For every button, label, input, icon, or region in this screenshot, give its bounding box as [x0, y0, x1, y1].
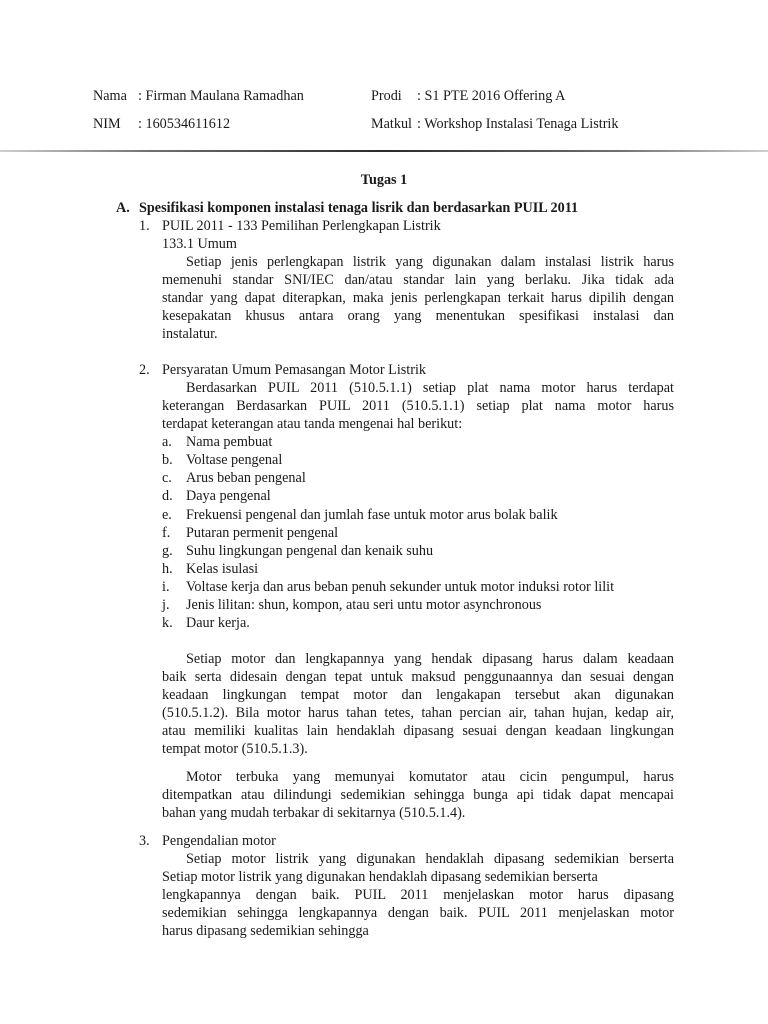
- item-2-intro-line: Berdasarkan PUIL 2011 (510.5.1.1) setiap plat nama motor harus terdapat: [186, 380, 674, 396]
- section-heading: Spesifikasi komponen instalasi tenaga lisrik dan berdasarkan PUIL 2011: [139, 200, 579, 216]
- list-item-letter: h.: [162, 561, 173, 577]
- item-2-para2-line: bahan yang mudah terbakar di sekitarnya (510.5.1.4).: [162, 805, 466, 821]
- item-1-subtitle: 133.1 Umum: [162, 236, 237, 252]
- list-item-letter: i.: [162, 579, 170, 595]
- item-2-title: Persyaratan Umum Pemasangan Motor Listrik: [162, 362, 426, 378]
- list-item-letter: c.: [162, 470, 172, 486]
- list-item-text: Putaran permenit pengenal: [186, 525, 339, 541]
- item-3-line: lengkapannya dengan baik. PUIL 2011 menjelaskan motor harus dipasang: [162, 887, 674, 903]
- item-1-line: kesepakatan khusus antara orang yang menentukan spesifikasi instalasi dan: [162, 308, 674, 324]
- item-1-line: instalatur.: [162, 326, 218, 342]
- list-item-letter: g.: [162, 543, 173, 559]
- item-3-line: sedemikian sehingga lengkapannya dengan baik. PUIL 2011 menjelaskan motor: [162, 905, 674, 921]
- item-1-title: PUIL 2011 - 133 Pemilihan Perlengkapan Listrik: [162, 218, 441, 234]
- list-item-letter: f.: [162, 525, 171, 541]
- list-item-letter: b.: [162, 452, 173, 468]
- list-item-text: Arus beban pengenal: [186, 470, 306, 486]
- list-item-text: Frekuensi pengenal dan jumlah fase untuk motor arus bolak balik: [186, 507, 558, 523]
- item-3-line: Setiap motor listrik yang digunakan hendaklah dipasang sedemikian berserta: [162, 869, 598, 885]
- item-2-para2-line: ditempatkan atau dilindungi sedemikian sehingga bunga api tidak dapat mencapai: [162, 787, 674, 803]
- item-3-line: Setiap motor listrik yang digunakan hendaklah dipasang sedemikian berserta: [186, 851, 674, 867]
- list-item-text: Voltase pengenal: [186, 452, 283, 468]
- item-1-line: standar yang dapat diterapkan, maka jenis perlengkapan terkait harus dipilih dengan: [162, 290, 674, 306]
- item-1-number: 1.: [139, 218, 150, 234]
- item-3-line: harus dipasang sedemikian sehingga: [162, 923, 369, 939]
- matkul-label: Matkul: [371, 116, 412, 132]
- item-1-line: Setiap jenis perlengkapan listrik yang digunakan dalam instalasi listrik harus: [186, 254, 674, 270]
- item-2-para1-line: baik serta didesain dengan tepat untuk maksud penggunaannya dan sesuai dengan: [162, 669, 674, 685]
- header-divider: [0, 150, 768, 152]
- matkul-value: : Workshop Instalasi Tenaga Listrik: [417, 116, 619, 132]
- section-marker: A.: [116, 200, 130, 216]
- nim-value: : 160534611612: [138, 116, 231, 132]
- list-item-letter: e.: [162, 507, 172, 523]
- list-item-text: Daur kerja.: [186, 615, 250, 631]
- item-2-intro-line: keterangan Berdasarkan PUIL 2011 (510.5.1.1) setiap plat nama motor harus: [162, 398, 674, 414]
- list-item-text: Kelas isulasi: [186, 561, 259, 577]
- nama-value: : Firman Maulana Ramadhan: [138, 88, 304, 104]
- list-item-letter: a.: [162, 434, 172, 450]
- prodi-value: : S1 PTE 2016 Offering A: [417, 88, 566, 104]
- item-2-para1-line: keadaan lingkungan tempat motor dan lengakapan tersebut akan digunakan: [162, 687, 674, 703]
- item-2-para1-line: (510.5.1.2). Bila motor harus tahan tetes, tahan percian air, tahan hujan, kedap air,: [162, 705, 674, 721]
- prodi-label: Prodi: [371, 88, 402, 104]
- item-2-intro-line: terdapat keterangan atau tanda mengenai hal berikut:: [162, 416, 463, 432]
- list-item-text: Voltase kerja dan arus beban penuh sekunder untuk motor induksi rotor lilit: [186, 579, 615, 595]
- item-2-number: 2.: [139, 362, 150, 378]
- list-item-letter: k.: [162, 615, 173, 631]
- list-item-letter: j.: [162, 597, 170, 613]
- item-2-para1-line: tempat motor (510.5.1.3).: [162, 741, 308, 757]
- item-3-number: 3.: [139, 833, 150, 849]
- list-item-text: Daya pengenal: [186, 488, 271, 504]
- item-2-para2-line: Motor terbuka yang memunyai komutator atau cicin pengumpul, harus: [186, 769, 674, 785]
- item-3-title: Pengendalian motor: [162, 833, 276, 849]
- list-item-letter: d.: [162, 488, 173, 504]
- item-2-para1-line: Setiap motor dan lengkapannya yang hendak dipasang harus dalam keadaan: [186, 651, 674, 667]
- item-2-para1-line: atau memiliki kualitas lain hendaklah dipasang sesuai dengan keadaan lingkungan: [162, 723, 674, 739]
- nama-label: Nama: [93, 88, 127, 104]
- list-item-text: Nama pembuat: [186, 434, 273, 450]
- item-1-line: memenuhi standar SNI/IEC dan/atau standar lain yang berlaku. Jika tidak ada: [162, 272, 674, 288]
- list-item-text: Jenis lilitan: shun, kompon, atau seri untu motor asynchronous: [186, 597, 542, 613]
- document-title: Tugas 1: [360, 172, 408, 188]
- list-item-text: Suhu lingkungan pengenal dan kenaik suhu: [186, 543, 434, 559]
- nim-label: NIM: [93, 116, 121, 132]
